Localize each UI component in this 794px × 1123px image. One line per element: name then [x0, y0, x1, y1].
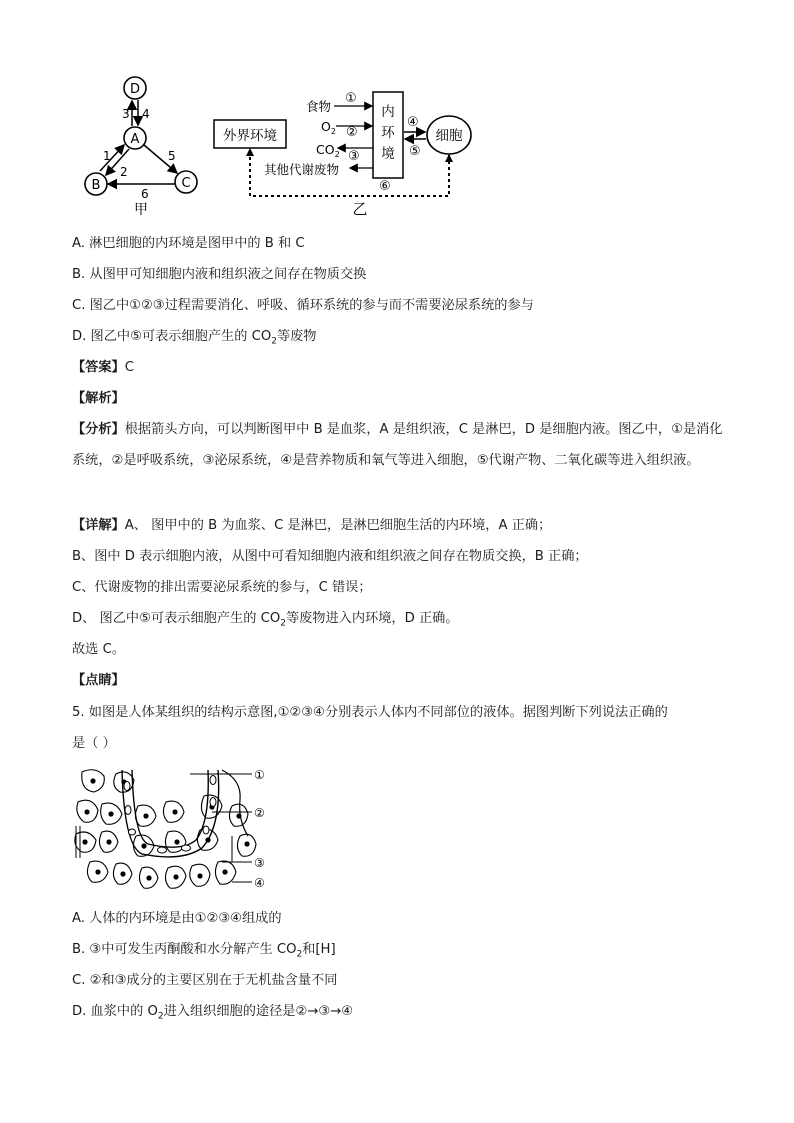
tissue-cells [75, 770, 256, 889]
analysis-label: 【解析】 [72, 391, 125, 406]
num-3: ③ [348, 149, 360, 164]
arrow-6-num: 6 [141, 187, 149, 201]
fenxi-paragraph [72, 414, 732, 476]
arrow-3-num: 3 [122, 107, 130, 121]
label-3: ③ [254, 856, 265, 870]
label-2: ② [254, 806, 265, 820]
detail-line-c: C、代谢废物的排出需要泌尿系统的参与，C 错误； [72, 580, 372, 595]
q4-option-d-text: D. 图乙中⑤可表示细胞产生的 CO [72, 329, 272, 344]
detail-line-b: B、图中 D 表示细胞内液，从图中可看知细胞内液和组织液之间存在物质交换，B 正确； [72, 549, 588, 564]
label-1: ① [254, 768, 265, 782]
detail-label: 【详解】 [72, 518, 125, 533]
q5-option-d-tail: 进入组织细胞的途径是②→③→④ [163, 1004, 354, 1019]
q5-option-d-text: D. 血浆中的 O [72, 1004, 158, 1019]
num-5: ⑤ [409, 144, 421, 159]
detail-d-sub: 2 [280, 618, 286, 629]
detail-a-text: A、 图甲中的 B 为血浆、C 是淋巴，是淋巴细胞生活的内环境，A 正确； [124, 518, 552, 533]
co2-label: $CO_2$ [316, 142, 340, 159]
num-4: ④ [407, 115, 419, 130]
q5-option-d-sub: 2 [157, 1011, 164, 1022]
dashed-arrowhead-right [445, 154, 453, 162]
num-2: ② [346, 125, 358, 140]
num-1: ① [345, 91, 357, 106]
q5-option-a: A. 人体的内环境是由①②③④组成的 [72, 911, 282, 926]
answer-line [72, 359, 134, 377]
inner-environment-char-1: 内 [381, 104, 395, 120]
q5-option-c: C. ②和③成分的主要区别在于无机盐含量不同 [72, 973, 338, 988]
q5-option-b-sub: 2 [296, 949, 303, 960]
figure-jia-caption: 甲 [134, 202, 148, 218]
answer-value: C [124, 360, 134, 375]
q5-option-b-tail: 和[H] [302, 942, 336, 957]
detail-d-text: D、 图乙中⑤可表示细胞产生的 CO [72, 611, 281, 626]
answer-label: 【答案】 [72, 360, 125, 375]
node-b-label: B [91, 178, 101, 193]
arrow-2-num: 2 [120, 165, 128, 179]
arrow-1-num: 1 [103, 149, 111, 163]
figure-yi-caption: 乙 [352, 200, 368, 218]
figure-jia [78, 72, 218, 220]
inner-environment-char-3: 境 [381, 146, 395, 162]
tissue-diagram [72, 766, 272, 898]
waste-label: 其他代谢废物 [264, 162, 340, 177]
num-6: ⑥ [379, 179, 391, 194]
q4-option-d [72, 328, 317, 351]
inner-environment-char-2: 环 [381, 125, 395, 141]
detail-d-tail: 等废物进入内环境，D 正确。 [285, 611, 459, 626]
q5-option-d [72, 1003, 353, 1026]
cell-label: 细胞 [435, 128, 463, 144]
choose-line: 故选 C。 [72, 642, 125, 657]
detail-line-d [72, 610, 459, 633]
detail-line-a [72, 517, 551, 535]
q4-option-d-sub: 2 [271, 336, 277, 347]
node-a-label: A [130, 132, 140, 147]
fenxi-text: 根据箭头方向，可以判断图甲中 B 是血浆，A 是组织液，C 是淋巴，D 是细胞内液。图乙中，①是消化系统，②是呼吸系统，③泌尿系统，④是营养物质和氧气等进入细胞，⑤代谢产物、二氧化碳等进入组织液。 [72, 422, 723, 468]
fenxi-label: 【分析】 [72, 422, 125, 437]
dashed-arrowhead-left [246, 148, 254, 156]
q5-option-b-text: B. ③中可发生丙酮酸和水分解产生 CO [72, 942, 297, 957]
figure-yi [210, 82, 490, 222]
q5-stem-line-1: 5. 如图是人体某组织的结构示意图,①②③④分别表示人体内不同部位的液体。据图判断下列说法正确的 [72, 705, 668, 720]
q5-option-b [72, 941, 336, 964]
node-d-label: D [129, 82, 141, 97]
arrow-4-num: 4 [142, 107, 150, 121]
node-c-label: C [181, 176, 191, 191]
o2-label: $O_2$ [321, 119, 336, 136]
outside-environment-label: 外界环境 [223, 128, 277, 144]
q5-stem-line-2: 是（ ） [72, 736, 116, 751]
food-label: 食物 [306, 99, 332, 114]
arrow-5-num: 5 [168, 149, 176, 163]
q4-option-b: B. 从图甲可知细胞内液和组织液之间存在物质交换 [72, 267, 367, 282]
label-4: ④ [254, 876, 265, 890]
dianjing-label: 【点睛】 [72, 673, 125, 688]
q4-option-d-tail: 等废物 [276, 329, 317, 344]
q4-option-c: C. 图乙中①②③过程需要消化、呼吸、循环系统的参与而不需要泌尿系统的参与 [72, 298, 534, 313]
q4-option-a: A. 淋巴细胞的内环境是图甲中的 B 和 C [72, 236, 305, 251]
